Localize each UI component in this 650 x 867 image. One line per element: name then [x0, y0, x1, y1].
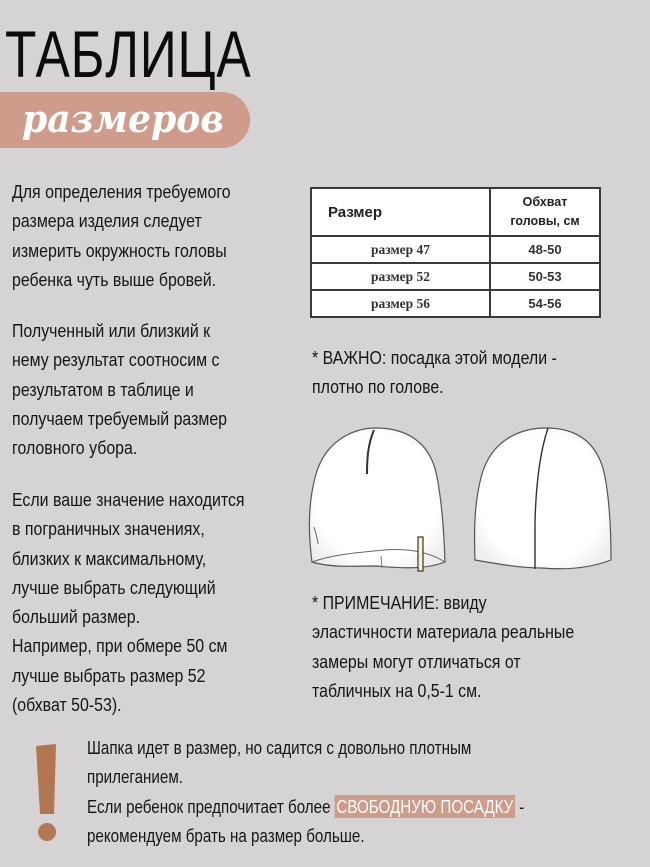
- table-row: [311, 236, 600, 263]
- exclamation-icon: [30, 740, 62, 845]
- text-line: эластичности материала реальные: [312, 621, 575, 643]
- beanie-hat-front-icon: [304, 422, 450, 574]
- text-line: прилеганием.: [87, 766, 183, 788]
- text-line: получаем требуемый размер: [12, 407, 228, 429]
- text-line: замеры могут отличаться от: [312, 650, 521, 672]
- text-line: Если ваше значение находится: [12, 489, 245, 510]
- text-line: измерить окружность головы: [12, 239, 227, 261]
- column-header-girth: [490, 188, 600, 236]
- paragraph-borderline-advice: [12, 485, 261, 719]
- highlight-loose-fit: СВОБОДНУЮ ПОСАДКУ: [336, 795, 514, 817]
- column-header-girth-line2: головы, см: [510, 214, 580, 228]
- text-line: [87, 792, 546, 821]
- table-header-row: [311, 188, 600, 236]
- table-row: [311, 263, 600, 290]
- text-line: нему результат соотносим с: [12, 349, 220, 371]
- text-line: Шапка идет в размер, но садится с довольно плотным: [87, 737, 472, 758]
- text-line: больший размер.: [12, 606, 141, 628]
- cell-size: размер 47: [311, 236, 490, 263]
- paragraph-measure-instructions: [12, 177, 261, 294]
- text-line: * ВАЖНО: посадка этой модели -: [312, 347, 557, 368]
- text-line: (обхват 50-53).: [12, 694, 122, 716]
- size-table: [310, 187, 601, 318]
- text-line: плотно по голове.: [312, 376, 444, 398]
- text-line: результатом в таблице и: [12, 378, 194, 400]
- text-line: лучше выбрать размер 52: [12, 664, 206, 686]
- page-title: ТАБЛИЦА: [5, 17, 252, 91]
- text-line: размера изделия следует: [12, 210, 202, 232]
- text-line: ребенка чуть выше бровей.: [12, 268, 217, 290]
- text-line: в пограничных значениях,: [12, 518, 205, 540]
- text-line: рекомендуем брать на размер больше.: [87, 824, 365, 846]
- cell-girth: 48-50: [490, 236, 600, 263]
- remark-note: [312, 588, 604, 705]
- beanie-hat-back-icon: [470, 422, 616, 574]
- text-line: Например, при обмере 50 см: [12, 635, 228, 657]
- text-line: близких к максимальному,: [12, 547, 207, 569]
- text-line: табличных на 0,5-1 см.: [312, 679, 482, 701]
- cell-girth: 50-53: [490, 263, 600, 290]
- important-note: [312, 343, 604, 402]
- column-header-size: Размер: [311, 188, 490, 236]
- cell-size: размер 56: [311, 290, 490, 317]
- text-segment: -: [514, 795, 525, 817]
- text-line: головного убора.: [12, 437, 138, 459]
- cell-girth: 54-56: [490, 290, 600, 317]
- cell-size: размер 52: [311, 263, 490, 290]
- text-line: Для определения требуемого: [12, 181, 231, 202]
- text-line: Полученный или близкий к: [12, 320, 211, 341]
- footer-fit-advice: [87, 733, 546, 850]
- text-segment: Если ребенок предпочитает более: [87, 795, 335, 817]
- paragraph-compare-result: [12, 316, 261, 462]
- page-subtitle: размеров: [22, 96, 224, 141]
- table-row: [311, 290, 600, 317]
- text-line: * ПРИМЕЧАНИЕ: ввиду: [312, 592, 487, 613]
- column-header-girth-line1: Обхват: [522, 195, 568, 209]
- text-line: лучше выбрать следующий: [12, 576, 216, 598]
